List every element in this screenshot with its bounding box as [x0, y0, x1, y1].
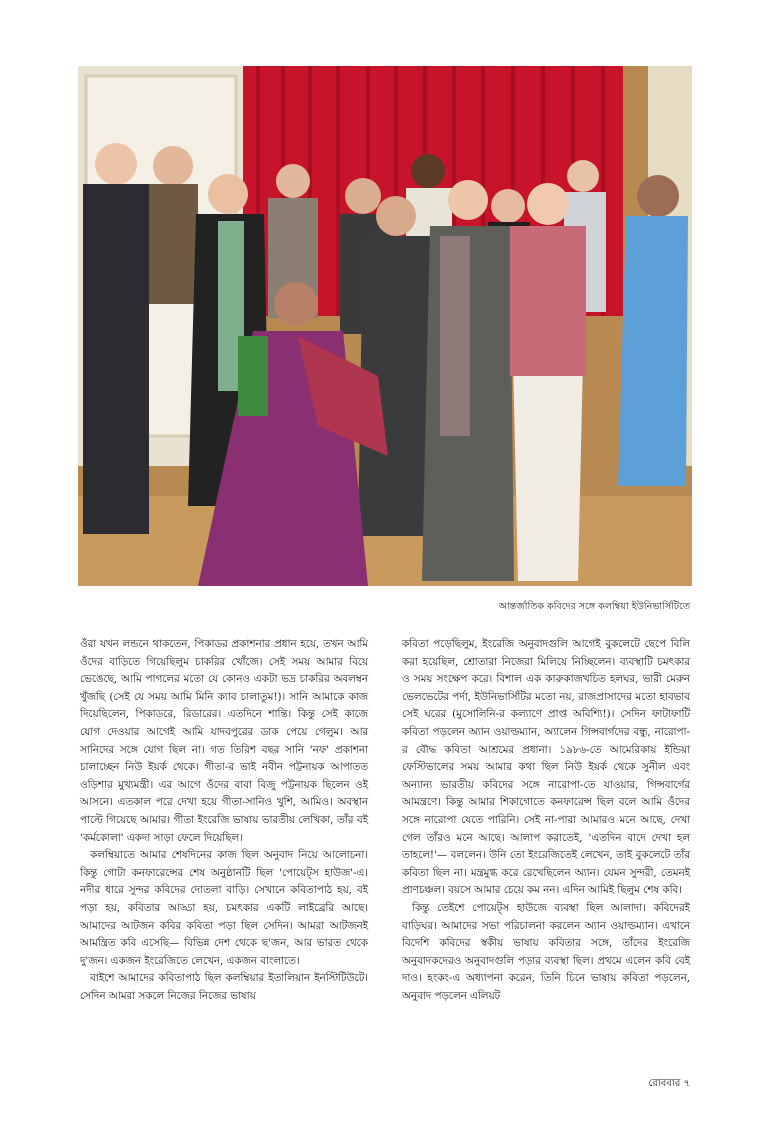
paragraph: কলম্বিয়াতে আমার শেষদিনের কাজ ছিল অনুবাদ নিয়ে আলোচনা। কিন্তু গোটা কনফারেন্সের শেষ অনুষ্ঠানটি ছিল 'পোয়েট্স হাউজ'-এ। নদীর ধারে সুন্দর কবিদের দোতলা বাড়ি। সেখানে কবিতাপাঠ হয়, বই পড়া হয়, কবিতার আড্ডা হয়, চমৎকার একটি লাইব্রেরি আছে। আমাদের আটজন কবির কবিতা পড়া ছিল সেদিন। আমরা আটজনই আমন্ত্রিত কবি এসেছি— বিভিন্ন দেশ থেকে ছ'জন, আর ভারত থেকে দু'জন। একজন ইংরেজিতে লেখেন, একজন বাংলাতে। — [80, 849, 368, 967]
paragraph: ওঁরা যখন লন্ডনে থাকতেন, পিকাডর প্রকাশনার প্রধান হয়ে, তখন আমি ওঁদের বাড়িতে গিয়েছিলুম চাকরির খোঁজে। সেই সময় আমার বিয়ে ভেঙেছে, আমি পাগলের মতো যে কোনও একটা ভদ্র চাকরির অবলম্বন খুঁজছি (সেই যে সময় আমি মিনি ক্যাব চালাতুম!)। সানি আমাকে কাজ দিয়েছিলেন, পিকাডরে, রিডারের। এতদিনে শান্তি। কিন্তু সেই কাজে যোগ দেওয়ার আগেই আমি যাদবপুরের ডাক পেয়ে গেলুম। আর সানিদের সঙ্গে যোগ ছিল না। গত তিরিশ বছর সানি 'নফ' প্রকাশনা চালাচ্ছেন নিউ ইয়র্ক থেকে। গীতা-র ভাই নবীন পট্টনায়ক আপাতত ওড়িশার মুখ্যমন্ত্রী। এর আগে ওঁদের বাবা বিজু পট্টনায়ক ছিলেন ওই আসনে। এতকাল পরে দেখা হয়ে গীতা-সানিও খুশি, আমিও। অবস্থান পাল্টে গিয়েছে আমার। গীতা ইংরেজি ভাষায় ভারতীয় লেখিকা, তাঁর বই 'কর্মকোলা' একদা সাড়া ফেলে দিয়েছিল। — [80, 638, 368, 844]
photo-caption: আন্তর্জাতিক কবিদের সঙ্গে কলম্বিয়া ইউনিভার্সিটিতে — [498, 601, 690, 612]
group-photo-illustration — [78, 66, 692, 586]
page-folio: রোববার ৭ — [648, 1078, 690, 1089]
paragraph: বাইশে আমাদের কবিতাপাঠ ছিল কলম্বিয়ার ইতালিয়ান ইনস্টিটিউটে। সেদিন আমরা সকলে নিজের নিজের ভাষায় — [80, 972, 368, 1002]
paragraph: কবিতা পড়েছিলুম, ইংরেজি অনুবাদগুলি আগেই বুকলেটে ছেপে বিলি করা হয়েছিল, শ্রোতারা নিজেরা মিলিয়ে নিচ্ছিলেন। ব্যবস্থাটি চমৎকার ও সময় সংক্ষেপ করে। বিশাল এক কারুকাজখচিত হলঘর, ভারী মেরুন ভেলভেটের পর্দা, ইউনিভার্সিটির মতো নয়, রাজপ্রাসাদের মতো হাবভাব সেই ঘরের (মুসোলিনি-র কল্যাণে প্রাপ্ত অবিশ্যি!)। সেদিন ফাটাফাটি কবিতা পড়লেন অ্যান ওয়াল্ডম্যান, অ্যালেন গিন্সবার্গদের বন্ধু, নারোপা-র বৌদ্ধ কবিতা আশ্রমের প্রধানা। ১৯৮৬-তে আমেরিকায় ইন্ডিয়া ফেস্টিভালের সময় আমার কথা ছিল নিউ ইয়র্ক থেকে সুনীল এবং অন্যান্য ভারতীয় কবিদের সঙ্গে নারোপা-তে যাওয়ার, গিন্সবার্গের আমন্ত্রণে। কিন্তু আমার শিকাগোতে কনফারেন্স ছিল বলে আমি ওঁদের সঙ্গে নারোপা যেতে পারিনি। সেই না-পারা আমারও মনে আছে, দেখা গেল তাঁরও মনে আছে। আলাপ করাতেই, 'এতদিন বাদে দেখা হল তাহলে!'— বললেন। উনি তো ইংরেজিতেই লেখেন, তাই বুকলেটে তাঁর কবিতা ছিল না। মন্ত্রমুগ্ধ করে রেখেছিলেন অ্যান। যেমন সুন্দরী, তেমনই প্রাণচঞ্চল। বয়সে আমার চেয়ে কম নন। এদিন আমিই ছিলুম শেষ কবি। — [402, 638, 690, 897]
group-photo — [78, 66, 692, 586]
article-column-right — [402, 636, 690, 1005]
paragraph: কিন্তু তেইশে পোয়েট্স হাউজে ব্যবস্থা ছিল আলাদা। কবিদেরই বাড়িঘর। আমাদের সভা পরিচালনা করলেন অ্যান ওয়াল্ডম্যান। এখানে বিদেশি কবিদের স্বকীয় ভাষায় কবিতার সঙ্গে, তাঁদের ইংরেজি অনুবাদকদেরও অনুবাদগুলি পড়ার ব্যবস্থা ছিল। প্রথমে এলেন কবি বেই দাও। হংকং-এ অধ্যাপনা করেন, তিনি চিনে ভাষায় কবিতা পড়লেন, অনুবাদ পড়লেন এলিয়ট — [402, 901, 690, 1002]
article-column-left — [80, 636, 368, 1005]
